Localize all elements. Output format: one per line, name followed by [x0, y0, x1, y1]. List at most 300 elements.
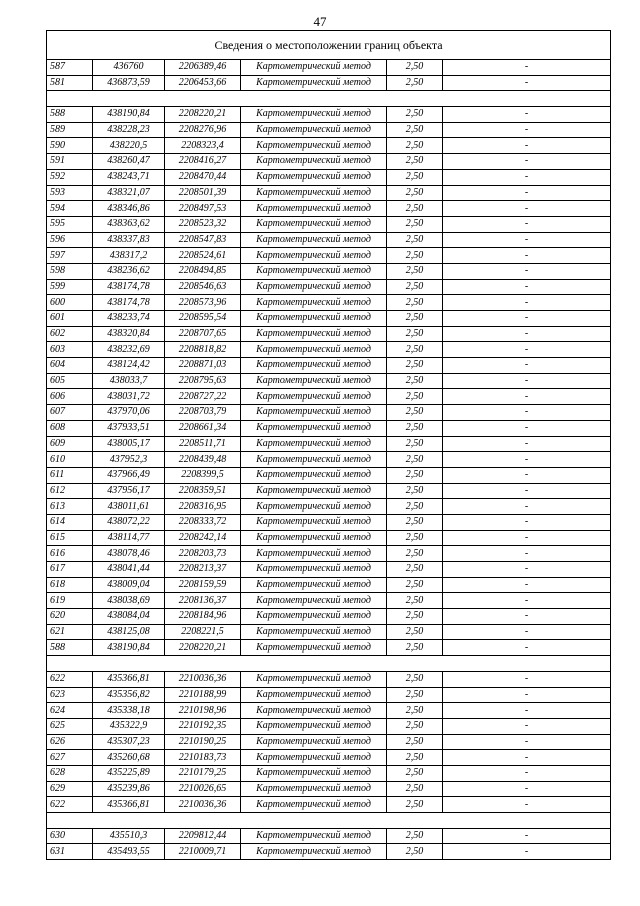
x-coordinate-cell: 438072,22	[93, 514, 165, 530]
description-cell: -	[443, 530, 611, 546]
precision-cell: 2,50	[387, 263, 443, 279]
precision-cell: 2,50	[387, 138, 443, 154]
point-number-cell: 616	[47, 546, 93, 562]
point-number-cell: 602	[47, 326, 93, 342]
description-cell: -	[443, 640, 611, 656]
table-row	[47, 263, 611, 279]
table-row	[47, 248, 611, 264]
precision-cell: 2,50	[387, 436, 443, 452]
description-cell: -	[443, 389, 611, 405]
table-body	[47, 31, 611, 860]
description-cell: -	[443, 765, 611, 781]
x-coordinate-cell: 438346,86	[93, 201, 165, 217]
y-coordinate-cell: 2208523,32	[165, 216, 241, 232]
precision-cell: 2,50	[387, 201, 443, 217]
y-coordinate-cell: 2210179,25	[165, 765, 241, 781]
precision-cell: 2,50	[387, 671, 443, 687]
precision-cell: 2,50	[387, 389, 443, 405]
x-coordinate-cell: 438038,69	[93, 593, 165, 609]
point-number-cell: 612	[47, 483, 93, 499]
y-coordinate-cell: 2210198,96	[165, 703, 241, 719]
method-cell: Картометрический метод	[241, 311, 387, 327]
table-row	[47, 420, 611, 436]
description-cell: -	[443, 671, 611, 687]
description-cell: -	[443, 828, 611, 844]
y-coordinate-cell: 2208159,59	[165, 577, 241, 593]
x-coordinate-cell: 435366,81	[93, 797, 165, 813]
precision-cell: 2,50	[387, 750, 443, 766]
precision-cell: 2,50	[387, 216, 443, 232]
precision-cell: 2,50	[387, 295, 443, 311]
y-coordinate-cell: 2208871,03	[165, 358, 241, 374]
y-coordinate-cell: 2208546,63	[165, 279, 241, 295]
method-cell: Картометрический метод	[241, 640, 387, 656]
y-coordinate-cell: 2208213,37	[165, 562, 241, 578]
x-coordinate-cell: 438009,04	[93, 577, 165, 593]
table-row	[47, 358, 611, 374]
point-number-cell: 581	[47, 75, 93, 91]
precision-cell: 2,50	[387, 624, 443, 640]
description-cell: -	[443, 577, 611, 593]
method-cell: Картометрический метод	[241, 624, 387, 640]
x-coordinate-cell: 435493,55	[93, 844, 165, 860]
group-separator-row	[47, 656, 611, 672]
y-coordinate-cell: 2206389,46	[165, 60, 241, 76]
point-number-cell: 589	[47, 122, 93, 138]
description-cell: -	[443, 185, 611, 201]
point-number-cell: 604	[47, 358, 93, 374]
x-coordinate-cell: 438031,72	[93, 389, 165, 405]
x-coordinate-cell: 438320,84	[93, 326, 165, 342]
description-cell: -	[443, 734, 611, 750]
precision-cell: 2,50	[387, 703, 443, 719]
y-coordinate-cell: 2208494,85	[165, 263, 241, 279]
description-cell: -	[443, 781, 611, 797]
y-coordinate-cell: 2208359,51	[165, 483, 241, 499]
point-number-cell: 629	[47, 781, 93, 797]
table-row	[47, 326, 611, 342]
x-coordinate-cell: 438236,62	[93, 263, 165, 279]
method-cell: Картометрический метод	[241, 530, 387, 546]
method-cell: Картометрический метод	[241, 122, 387, 138]
precision-cell: 2,50	[387, 342, 443, 358]
boundary-table	[46, 30, 611, 860]
table-row	[47, 138, 611, 154]
precision-cell: 2,50	[387, 169, 443, 185]
point-number-cell: 590	[47, 138, 93, 154]
x-coordinate-cell: 435322,9	[93, 718, 165, 734]
method-cell: Картометрический метод	[241, 107, 387, 123]
table-row	[47, 718, 611, 734]
table-row	[47, 514, 611, 530]
x-coordinate-cell: 437970,06	[93, 405, 165, 421]
y-coordinate-cell: 2208511,71	[165, 436, 241, 452]
table-row	[47, 546, 611, 562]
y-coordinate-cell: 2208573,96	[165, 295, 241, 311]
y-coordinate-cell: 2210036,36	[165, 671, 241, 687]
method-cell: Картометрический метод	[241, 342, 387, 358]
table-row	[47, 640, 611, 656]
y-coordinate-cell: 2208595,54	[165, 311, 241, 327]
table-row	[47, 734, 611, 750]
description-cell: -	[443, 60, 611, 76]
x-coordinate-cell: 438337,83	[93, 232, 165, 248]
point-number-cell: 601	[47, 311, 93, 327]
table-row	[47, 342, 611, 358]
method-cell: Картометрический метод	[241, 154, 387, 170]
x-coordinate-cell: 435366,81	[93, 671, 165, 687]
precision-cell: 2,50	[387, 60, 443, 76]
method-cell: Картометрический метод	[241, 593, 387, 609]
y-coordinate-cell: 2208795,63	[165, 373, 241, 389]
y-coordinate-cell: 2208470,44	[165, 169, 241, 185]
table-row	[47, 216, 611, 232]
y-coordinate-cell: 2210190,25	[165, 734, 241, 750]
precision-cell: 2,50	[387, 122, 443, 138]
method-cell: Картометрический метод	[241, 326, 387, 342]
point-number-cell: 595	[47, 216, 93, 232]
method-cell: Картометрический метод	[241, 279, 387, 295]
method-cell: Картометрический метод	[241, 201, 387, 217]
point-number-cell: 627	[47, 750, 93, 766]
point-number-cell: 607	[47, 405, 93, 421]
point-number-cell: 617	[47, 562, 93, 578]
point-number-cell: 592	[47, 169, 93, 185]
boundary-table-container	[46, 30, 610, 860]
description-cell: -	[443, 609, 611, 625]
y-coordinate-cell: 2208661,34	[165, 420, 241, 436]
x-coordinate-cell: 438005,17	[93, 436, 165, 452]
method-cell: Картометрический метод	[241, 703, 387, 719]
description-cell: -	[443, 216, 611, 232]
method-cell: Картометрический метод	[241, 750, 387, 766]
x-coordinate-cell: 438317,2	[93, 248, 165, 264]
precision-cell: 2,50	[387, 311, 443, 327]
y-coordinate-cell: 2208439,48	[165, 452, 241, 468]
method-cell: Картометрический метод	[241, 185, 387, 201]
description-cell: -	[443, 718, 611, 734]
table-row	[47, 311, 611, 327]
y-coordinate-cell: 2208203,73	[165, 546, 241, 562]
y-coordinate-cell: 2210192,35	[165, 718, 241, 734]
table-row	[47, 389, 611, 405]
x-coordinate-cell: 438233,74	[93, 311, 165, 327]
point-number-cell: 622	[47, 797, 93, 813]
y-coordinate-cell: 2208242,14	[165, 530, 241, 546]
x-coordinate-cell: 438011,61	[93, 499, 165, 515]
x-coordinate-cell: 435510,3	[93, 828, 165, 844]
precision-cell: 2,50	[387, 593, 443, 609]
table-row	[47, 530, 611, 546]
x-coordinate-cell: 436873,59	[93, 75, 165, 91]
method-cell: Картометрический метод	[241, 263, 387, 279]
point-number-cell: 597	[47, 248, 93, 264]
method-cell: Картометрический метод	[241, 499, 387, 515]
y-coordinate-cell: 2208316,95	[165, 499, 241, 515]
precision-cell: 2,50	[387, 467, 443, 483]
table-row	[47, 185, 611, 201]
point-number-cell: 625	[47, 718, 93, 734]
description-cell: -	[443, 483, 611, 499]
method-cell: Картометрический метод	[241, 436, 387, 452]
precision-cell: 2,50	[387, 326, 443, 342]
method-cell: Картометрический метод	[241, 844, 387, 860]
point-number-cell: 623	[47, 687, 93, 703]
method-cell: Картометрический метод	[241, 216, 387, 232]
point-number-cell: 613	[47, 499, 93, 515]
method-cell: Картометрический метод	[241, 373, 387, 389]
method-cell: Картометрический метод	[241, 828, 387, 844]
description-cell: -	[443, 405, 611, 421]
description-cell: -	[443, 232, 611, 248]
method-cell: Картометрический метод	[241, 248, 387, 264]
group-separator-cell	[47, 656, 611, 672]
table-row	[47, 201, 611, 217]
table-header-row	[47, 31, 611, 60]
x-coordinate-cell: 438174,78	[93, 279, 165, 295]
method-cell: Картометрический метод	[241, 60, 387, 76]
description-cell: -	[443, 154, 611, 170]
table-row	[47, 703, 611, 719]
point-number-cell: 628	[47, 765, 93, 781]
precision-cell: 2,50	[387, 765, 443, 781]
point-number-cell: 615	[47, 530, 93, 546]
method-cell: Картометрический метод	[241, 452, 387, 468]
point-number-cell: 600	[47, 295, 93, 311]
x-coordinate-cell: 438041,44	[93, 562, 165, 578]
precision-cell: 2,50	[387, 530, 443, 546]
table-row	[47, 765, 611, 781]
table-row	[47, 844, 611, 860]
x-coordinate-cell: 435307,23	[93, 734, 165, 750]
y-coordinate-cell: 2210188,99	[165, 687, 241, 703]
description-cell: -	[443, 452, 611, 468]
description-cell: -	[443, 138, 611, 154]
description-cell: -	[443, 342, 611, 358]
table-row	[47, 154, 611, 170]
precision-cell: 2,50	[387, 405, 443, 421]
x-coordinate-cell: 437966,49	[93, 467, 165, 483]
y-coordinate-cell: 2208221,5	[165, 624, 241, 640]
x-coordinate-cell: 437956,17	[93, 483, 165, 499]
point-number-cell: 596	[47, 232, 93, 248]
group-separator-cell	[47, 91, 611, 107]
precision-cell: 2,50	[387, 483, 443, 499]
table-row	[47, 483, 611, 499]
description-cell: -	[443, 75, 611, 91]
x-coordinate-cell: 438190,84	[93, 640, 165, 656]
point-number-cell: 608	[47, 420, 93, 436]
table-row	[47, 467, 611, 483]
table-row	[47, 452, 611, 468]
description-cell: -	[443, 797, 611, 813]
point-number-cell: 593	[47, 185, 93, 201]
precision-cell: 2,50	[387, 577, 443, 593]
x-coordinate-cell: 438124,42	[93, 358, 165, 374]
method-cell: Картометрический метод	[241, 405, 387, 421]
method-cell: Картометрический метод	[241, 765, 387, 781]
y-coordinate-cell: 2210009,71	[165, 844, 241, 860]
method-cell: Картометрический метод	[241, 671, 387, 687]
point-number-cell: 603	[47, 342, 93, 358]
point-number-cell: 624	[47, 703, 93, 719]
method-cell: Картометрический метод	[241, 295, 387, 311]
description-cell: -	[443, 593, 611, 609]
table-row	[47, 60, 611, 76]
precision-cell: 2,50	[387, 420, 443, 436]
description-cell: -	[443, 201, 611, 217]
method-cell: Картометрический метод	[241, 687, 387, 703]
method-cell: Картометрический метод	[241, 797, 387, 813]
table-row	[47, 295, 611, 311]
page-number: 47	[313, 14, 327, 29]
table-row	[47, 169, 611, 185]
y-coordinate-cell: 2208220,21	[165, 107, 241, 123]
table-row	[47, 687, 611, 703]
point-number-cell: 587	[47, 60, 93, 76]
y-coordinate-cell: 2208497,53	[165, 201, 241, 217]
description-cell: -	[443, 499, 611, 515]
point-number-cell: 621	[47, 624, 93, 640]
method-cell: Картометрический метод	[241, 232, 387, 248]
y-coordinate-cell: 2206453,66	[165, 75, 241, 91]
y-coordinate-cell: 2208416,27	[165, 154, 241, 170]
x-coordinate-cell: 438114,77	[93, 530, 165, 546]
y-coordinate-cell: 2208501,39	[165, 185, 241, 201]
precision-cell: 2,50	[387, 562, 443, 578]
method-cell: Картометрический метод	[241, 138, 387, 154]
table-row	[47, 828, 611, 844]
x-coordinate-cell: 438033,7	[93, 373, 165, 389]
y-coordinate-cell: 2210183,73	[165, 750, 241, 766]
x-coordinate-cell: 436760	[93, 60, 165, 76]
y-coordinate-cell: 2208703,79	[165, 405, 241, 421]
description-cell: -	[443, 687, 611, 703]
method-cell: Картометрический метод	[241, 467, 387, 483]
description-cell: -	[443, 467, 611, 483]
method-cell: Картометрический метод	[241, 389, 387, 405]
method-cell: Картометрический метод	[241, 514, 387, 530]
table-row	[47, 405, 611, 421]
description-cell: -	[443, 169, 611, 185]
point-number-cell: 591	[47, 154, 93, 170]
description-cell: -	[443, 750, 611, 766]
x-coordinate-cell: 438232,69	[93, 342, 165, 358]
table-row	[47, 797, 611, 813]
point-number-cell: 626	[47, 734, 93, 750]
y-coordinate-cell: 2208547,83	[165, 232, 241, 248]
x-coordinate-cell: 435356,82	[93, 687, 165, 703]
table-row	[47, 562, 611, 578]
precision-cell: 2,50	[387, 232, 443, 248]
point-number-cell: 619	[47, 593, 93, 609]
description-cell: -	[443, 326, 611, 342]
x-coordinate-cell: 438321,07	[93, 185, 165, 201]
method-cell: Картометрический метод	[241, 718, 387, 734]
group-separator-row	[47, 91, 611, 107]
table-row	[47, 232, 611, 248]
table-row	[47, 436, 611, 452]
point-number-cell: 598	[47, 263, 93, 279]
description-cell: -	[443, 295, 611, 311]
table-row	[47, 624, 611, 640]
precision-cell: 2,50	[387, 499, 443, 515]
description-cell: -	[443, 436, 611, 452]
x-coordinate-cell: 435225,89	[93, 765, 165, 781]
precision-cell: 2,50	[387, 718, 443, 734]
point-number-cell: 606	[47, 389, 93, 405]
y-coordinate-cell: 2208707,65	[165, 326, 241, 342]
description-cell: -	[443, 311, 611, 327]
method-cell: Картометрический метод	[241, 420, 387, 436]
y-coordinate-cell: 2208818,82	[165, 342, 241, 358]
point-number-cell: 610	[47, 452, 93, 468]
y-coordinate-cell: 2208333,72	[165, 514, 241, 530]
precision-cell: 2,50	[387, 373, 443, 389]
table-row	[47, 122, 611, 138]
y-coordinate-cell: 2208524,61	[165, 248, 241, 264]
description-cell: -	[443, 703, 611, 719]
method-cell: Картометрический метод	[241, 483, 387, 499]
x-coordinate-cell: 438084,04	[93, 609, 165, 625]
method-cell: Картометрический метод	[241, 781, 387, 797]
point-number-cell: 594	[47, 201, 93, 217]
x-coordinate-cell: 438174,78	[93, 295, 165, 311]
precision-cell: 2,50	[387, 185, 443, 201]
precision-cell: 2,50	[387, 279, 443, 295]
point-number-cell: 588	[47, 107, 93, 123]
point-number-cell: 631	[47, 844, 93, 860]
y-coordinate-cell: 2210036,36	[165, 797, 241, 813]
precision-cell: 2,50	[387, 75, 443, 91]
table-row	[47, 373, 611, 389]
point-number-cell: 622	[47, 671, 93, 687]
description-cell: -	[443, 122, 611, 138]
point-number-cell: 599	[47, 279, 93, 295]
x-coordinate-cell: 438078,46	[93, 546, 165, 562]
x-coordinate-cell: 437933,51	[93, 420, 165, 436]
y-coordinate-cell: 2208727,22	[165, 389, 241, 405]
description-cell: -	[443, 279, 611, 295]
description-cell: -	[443, 358, 611, 374]
table-row	[47, 499, 611, 515]
y-coordinate-cell: 2208323,4	[165, 138, 241, 154]
method-cell: Картометрический метод	[241, 734, 387, 750]
description-cell: -	[443, 562, 611, 578]
description-cell: -	[443, 107, 611, 123]
point-number-cell: 588	[47, 640, 93, 656]
method-cell: Картометрический метод	[241, 577, 387, 593]
precision-cell: 2,50	[387, 107, 443, 123]
table-row	[47, 279, 611, 295]
description-cell: -	[443, 546, 611, 562]
point-number-cell: 609	[47, 436, 93, 452]
precision-cell: 2,50	[387, 640, 443, 656]
precision-cell: 2,50	[387, 687, 443, 703]
table-row	[47, 107, 611, 123]
x-coordinate-cell: 435338,18	[93, 703, 165, 719]
precision-cell: 2,50	[387, 609, 443, 625]
description-cell: -	[443, 248, 611, 264]
x-coordinate-cell: 438260,47	[93, 154, 165, 170]
precision-cell: 2,50	[387, 828, 443, 844]
x-coordinate-cell: 435239,86	[93, 781, 165, 797]
table-row	[47, 593, 611, 609]
table-row	[47, 577, 611, 593]
table-title: Сведения о местоположении границ объекта	[47, 31, 611, 60]
x-coordinate-cell: 438228,23	[93, 122, 165, 138]
point-number-cell: 605	[47, 373, 93, 389]
